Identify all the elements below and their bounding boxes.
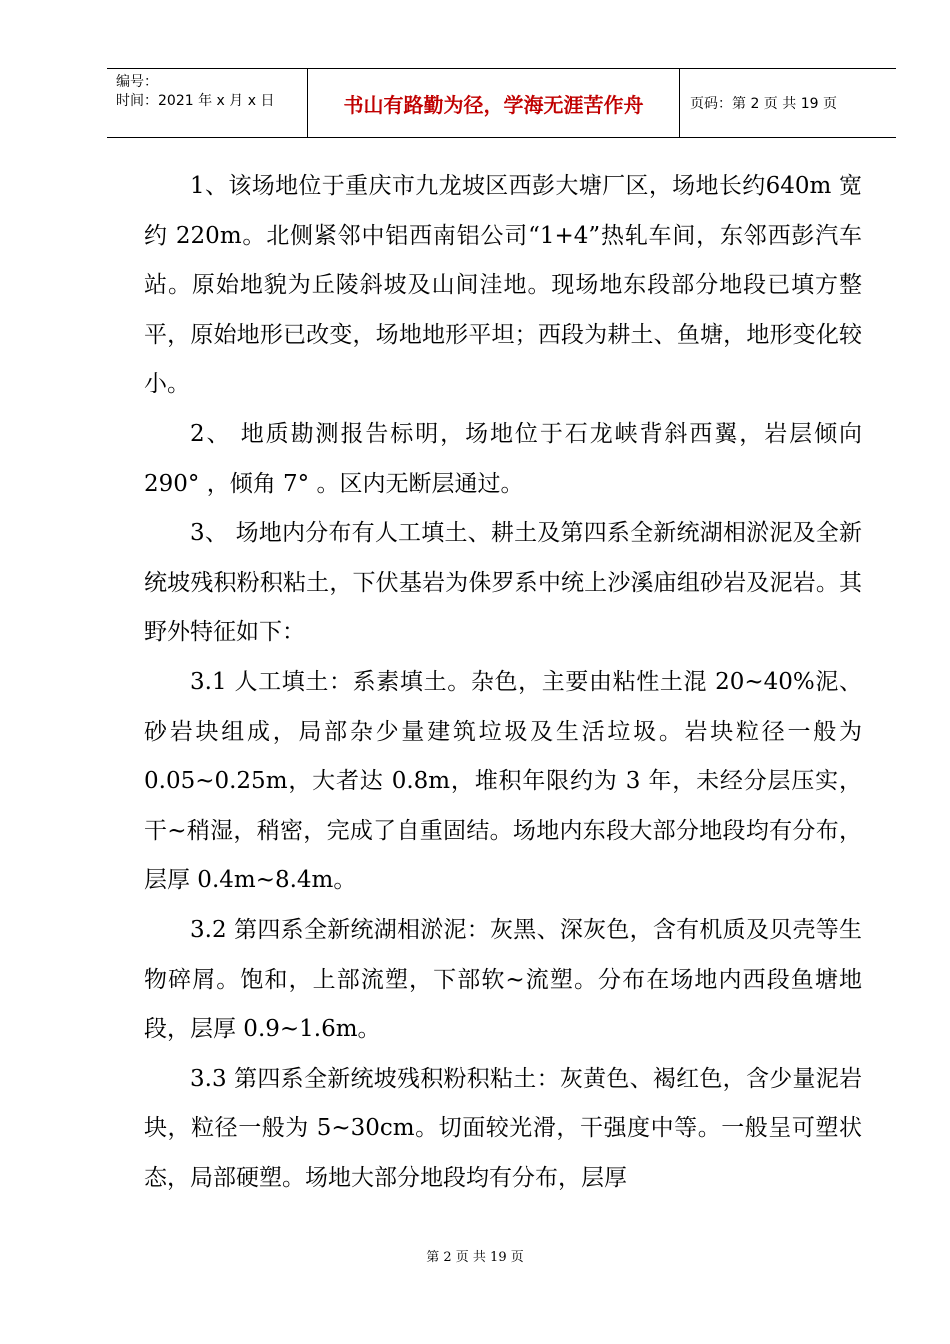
paragraph-3-1: 3.1 人工填土：系素填土。杂色，主要由粘性土混 20~40%泥、砂岩块组成，局部杂少量建筑垃圾及生活垃圾。岩块粒径一般为0.05~0.25m，大者达 0.8m，堆积年限约为 3 年，未经分层压实，干~稍湿，稍密，完成了自重固结。场地内东段大部分地段均有分布，层厚 0.4m~8.4m。 [144,668,862,894]
paragraph-1: 1、该场地位于重庆市九龙坡区西彭大塘厂区，场地长约640m 宽约 220m。北侧紧邻中铝西南铝公司“1+4”热轧车间，东邻西彭汽车站。原始地貌为丘陵斜坡及山间洼地。现场地东段部分地段已填方整平，原始地形已改变，场地地形平坦；西段为耕土、鱼塘，地形变化较小。 [144,173,862,398]
paragraph-3-3: 3.3 第四系全新统坡残积粉积粘土：灰黄色、褐红色，含少量泥岩块，粒径一般为 5~30cm。切面较光滑，干强度中等。一般呈可塑状态，局部硬塑。场地大部分地段均有分布，层厚 [144,1065,862,1191]
header-meta [107,69,308,137]
doc-number-label: 编号： [116,74,158,90]
paragraph-3-2: 3.2 第四系全新统湖相淤泥：灰黑、深灰色，含有机质及贝壳等生物碎屑。饱和，上部流塑，下部软~流塑。分布在场地内西段鱼塘地段，层厚 0.9~1.6m。 [144,916,862,1043]
header-page-info: 页码：第 2 页 共 19 页 [690,96,837,112]
page-footer: 第 2 页 共 19 页 [426,1250,524,1265]
document-body [144,162,862,1203]
page-header [107,68,896,138]
doc-date-label: 时间：2021 年 x 月 x 日 [116,93,275,109]
paragraph-2: 2、 地质勘测报告标明，场地位于石龙峡背斜西翼，岩层倾向 290° ，倾角 7° 。区内无断层通过。 [144,420,862,497]
header-motto: 书山有路勤为径，学海无涯苦作舟 [308,69,680,137]
paragraph-3: 3、 场地内分布有人工填土、耕土及第四系全新统湖相淤泥及全新统坡残积粉积粘土，下伏基岩为侏罗系中统上沙溪庙组砂岩及泥岩。其野外特征如下： [144,520,862,646]
